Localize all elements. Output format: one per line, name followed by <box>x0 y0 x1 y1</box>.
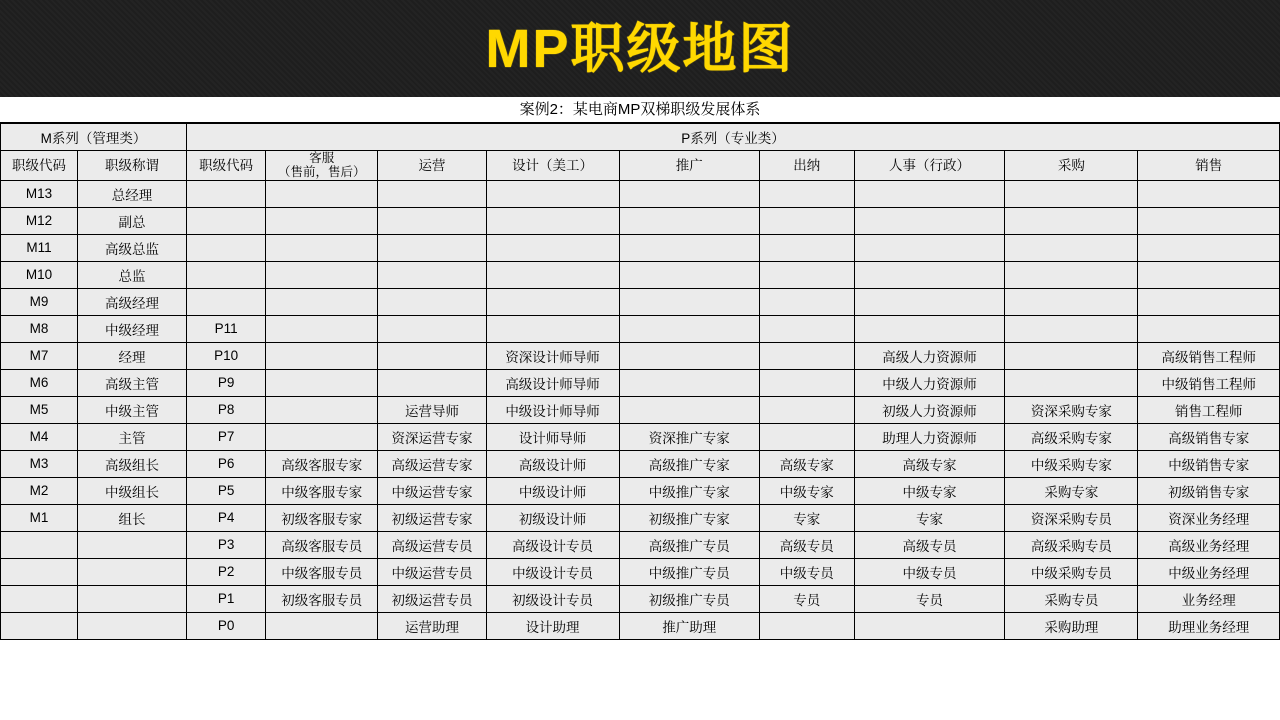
cell-sheji <box>486 180 619 207</box>
cell-m-code: M12 <box>1 207 78 234</box>
cell-caigou: 采购助理 <box>1005 612 1138 639</box>
cell-m-title: 经理 <box>77 342 186 369</box>
table-row <box>1 180 1280 207</box>
cell-chuna <box>759 612 854 639</box>
cell-renshi <box>854 612 1005 639</box>
header-tuiguang: 推广 <box>619 151 759 181</box>
cell-m-code <box>1 558 78 585</box>
header-renshi: 人事（行政） <box>854 151 1005 181</box>
cell-tuiguang <box>619 369 759 396</box>
cell-chuna: 中级专员 <box>759 558 854 585</box>
cell-yunying: 中级运营专员 <box>378 558 486 585</box>
cell-caigou <box>1005 288 1138 315</box>
cell-m-title <box>77 558 186 585</box>
cell-yunying: 初级运营专员 <box>378 585 486 612</box>
rank-map-table <box>0 123 1280 640</box>
cell-chuna: 专家 <box>759 504 854 531</box>
cell-p-code: P9 <box>187 369 266 396</box>
cell-sheji <box>486 234 619 261</box>
title-banner <box>0 0 1280 97</box>
cell-kefu <box>266 261 378 288</box>
cell-tuiguang <box>619 180 759 207</box>
cell-caigou <box>1005 261 1138 288</box>
cell-chuna <box>759 288 854 315</box>
cell-p-code: P6 <box>187 450 266 477</box>
cell-tuiguang <box>619 342 759 369</box>
cell-sheji: 高级设计师导师 <box>486 369 619 396</box>
cell-sheji: 中级设计师导师 <box>486 396 619 423</box>
cell-caigou: 采购专家 <box>1005 477 1138 504</box>
cell-caigou <box>1005 369 1138 396</box>
cell-tuiguang: 初级推广专家 <box>619 504 759 531</box>
cell-caigou <box>1005 234 1138 261</box>
column-header-row <box>1 151 1280 181</box>
cell-m-code: M10 <box>1 261 78 288</box>
table-row <box>1 342 1280 369</box>
cell-p-code: P0 <box>187 612 266 639</box>
cell-caigou: 中级采购专家 <box>1005 450 1138 477</box>
table-row <box>1 477 1280 504</box>
cell-xiaoshou <box>1138 234 1280 261</box>
cell-kefu: 初级客服专员 <box>266 585 378 612</box>
cell-m-code: M8 <box>1 315 78 342</box>
cell-m-code: M1 <box>1 504 78 531</box>
cell-renshi: 中级专员 <box>854 558 1005 585</box>
table-row <box>1 369 1280 396</box>
cell-caigou: 资深采购专员 <box>1005 504 1138 531</box>
cell-kefu <box>266 180 378 207</box>
cell-sheji: 资深设计师导师 <box>486 342 619 369</box>
table-row <box>1 207 1280 234</box>
cell-caigou <box>1005 342 1138 369</box>
cell-renshi: 高级专家 <box>854 450 1005 477</box>
cell-m-code <box>1 612 78 639</box>
table-row <box>1 315 1280 342</box>
cell-tuiguang: 中级推广专家 <box>619 477 759 504</box>
cell-m-title <box>77 585 186 612</box>
cell-caigou <box>1005 207 1138 234</box>
cell-m-title: 高级组长 <box>77 450 186 477</box>
cell-tuiguang: 高级推广专家 <box>619 450 759 477</box>
cell-caigou: 高级采购专员 <box>1005 531 1138 558</box>
cell-chuna <box>759 234 854 261</box>
table-row <box>1 288 1280 315</box>
table-row <box>1 396 1280 423</box>
cell-sheji: 高级设计专员 <box>486 531 619 558</box>
cell-p-code: P4 <box>187 504 266 531</box>
cell-yunying: 运营助理 <box>378 612 486 639</box>
cell-caigou <box>1005 315 1138 342</box>
cell-kefu <box>266 234 378 261</box>
header-m-title: 职级称谓 <box>77 151 186 181</box>
cell-m-code: M11 <box>1 234 78 261</box>
table-row <box>1 261 1280 288</box>
cell-kefu: 中级客服专家 <box>266 477 378 504</box>
cell-sheji: 初级设计专员 <box>486 585 619 612</box>
cell-m-code: M4 <box>1 423 78 450</box>
cell-xiaoshou <box>1138 261 1280 288</box>
cell-sheji: 设计助理 <box>486 612 619 639</box>
cell-chuna <box>759 261 854 288</box>
table-row <box>1 423 1280 450</box>
cell-yunying <box>378 180 486 207</box>
table-row <box>1 585 1280 612</box>
cell-m-code: M9 <box>1 288 78 315</box>
cell-yunying <box>378 207 486 234</box>
cell-chuna <box>759 180 854 207</box>
cell-m-title <box>77 612 186 639</box>
cell-m-title: 高级主管 <box>77 369 186 396</box>
cell-xiaoshou: 高级业务经理 <box>1138 531 1280 558</box>
cell-xiaoshou: 高级销售专家 <box>1138 423 1280 450</box>
header-xiaoshou: 销售 <box>1138 151 1280 181</box>
cell-renshi <box>854 234 1005 261</box>
cell-m-code: M3 <box>1 450 78 477</box>
cell-caigou: 高级采购专家 <box>1005 423 1138 450</box>
cell-xiaoshou <box>1138 288 1280 315</box>
p-series-band: P系列（专业类） <box>187 124 1280 151</box>
cell-tuiguang <box>619 396 759 423</box>
cell-kefu <box>266 612 378 639</box>
m-series-band: M系列（管理类） <box>1 124 187 151</box>
cell-tuiguang: 高级推广专员 <box>619 531 759 558</box>
cell-yunying <box>378 315 486 342</box>
cell-m-title: 中级经理 <box>77 315 186 342</box>
cell-p-code: P10 <box>187 342 266 369</box>
cell-kefu <box>266 396 378 423</box>
cell-chuna <box>759 396 854 423</box>
cell-m-title: 总经理 <box>77 180 186 207</box>
table-body <box>1 180 1280 639</box>
cell-yunying: 中级运营专家 <box>378 477 486 504</box>
cell-m-code: M5 <box>1 396 78 423</box>
cell-m-code: M7 <box>1 342 78 369</box>
cell-renshi <box>854 207 1005 234</box>
cell-tuiguang: 资深推广专家 <box>619 423 759 450</box>
table-row <box>1 450 1280 477</box>
cell-sheji <box>486 315 619 342</box>
cell-xiaoshou: 资深业务经理 <box>1138 504 1280 531</box>
cell-tuiguang: 推广助理 <box>619 612 759 639</box>
table-row <box>1 234 1280 261</box>
cell-chuna: 高级专员 <box>759 531 854 558</box>
cell-kefu <box>266 342 378 369</box>
cell-p-code: P2 <box>187 558 266 585</box>
cell-p-code <box>187 288 266 315</box>
cell-xiaoshou: 助理业务经理 <box>1138 612 1280 639</box>
cell-yunying <box>378 234 486 261</box>
header-chuna: 出纳 <box>759 151 854 181</box>
cell-renshi: 高级人力资源师 <box>854 342 1005 369</box>
cell-kefu <box>266 288 378 315</box>
cell-xiaoshou: 中级销售工程师 <box>1138 369 1280 396</box>
header-m-code: 职级代码 <box>1 151 78 181</box>
cell-p-code <box>187 207 266 234</box>
header-yunying: 运营 <box>378 151 486 181</box>
cell-caigou: 采购专员 <box>1005 585 1138 612</box>
cell-renshi: 专家 <box>854 504 1005 531</box>
cell-renshi: 高级专员 <box>854 531 1005 558</box>
cell-m-code: M2 <box>1 477 78 504</box>
header-p-code: 职级代码 <box>187 151 266 181</box>
cell-p-code: P1 <box>187 585 266 612</box>
cell-xiaoshou <box>1138 315 1280 342</box>
cell-renshi: 中级人力资源师 <box>854 369 1005 396</box>
cell-sheji: 中级设计师 <box>486 477 619 504</box>
cell-chuna: 高级专家 <box>759 450 854 477</box>
cell-xiaoshou <box>1138 180 1280 207</box>
cell-chuna: 中级专家 <box>759 477 854 504</box>
cell-renshi: 中级专家 <box>854 477 1005 504</box>
cell-xiaoshou <box>1138 207 1280 234</box>
series-band-row <box>1 124 1280 151</box>
table-row <box>1 612 1280 639</box>
cell-xiaoshou: 销售工程师 <box>1138 396 1280 423</box>
cell-kefu <box>266 369 378 396</box>
table-row <box>1 504 1280 531</box>
header-kefu <box>266 151 378 181</box>
header-caigou: 采购 <box>1005 151 1138 181</box>
cell-yunying <box>378 342 486 369</box>
cell-kefu: 初级客服专家 <box>266 504 378 531</box>
cell-sheji: 设计师导师 <box>486 423 619 450</box>
cell-renshi <box>854 180 1005 207</box>
slide-sheet <box>0 97 1280 720</box>
cell-m-title: 高级经理 <box>77 288 186 315</box>
cell-chuna <box>759 423 854 450</box>
cell-renshi <box>854 315 1005 342</box>
cell-kefu: 高级客服专员 <box>266 531 378 558</box>
cell-chuna <box>759 315 854 342</box>
cell-xiaoshou: 中级销售专家 <box>1138 450 1280 477</box>
cell-m-title: 高级总监 <box>77 234 186 261</box>
cell-sheji <box>486 207 619 234</box>
cell-xiaoshou: 初级销售专家 <box>1138 477 1280 504</box>
cell-tuiguang <box>619 207 759 234</box>
cell-sheji: 中级设计专员 <box>486 558 619 585</box>
cell-kefu: 高级客服专家 <box>266 450 378 477</box>
sheet-subtitle: 案例2：某电商MP双梯职级发展体系 <box>0 97 1280 123</box>
cell-renshi: 专员 <box>854 585 1005 612</box>
cell-caigou: 资深采购专家 <box>1005 396 1138 423</box>
cell-renshi: 助理人力资源师 <box>854 423 1005 450</box>
cell-tuiguang: 初级推广专员 <box>619 585 759 612</box>
cell-m-title: 主管 <box>77 423 186 450</box>
cell-kefu: 中级客服专员 <box>266 558 378 585</box>
cell-chuna <box>759 342 854 369</box>
cell-m-code: M6 <box>1 369 78 396</box>
cell-p-code: P8 <box>187 396 266 423</box>
cell-m-code <box>1 585 78 612</box>
header-kefu-line2: （售前，售后） <box>278 165 366 180</box>
cell-chuna: 专员 <box>759 585 854 612</box>
cell-m-code <box>1 531 78 558</box>
cell-caigou <box>1005 180 1138 207</box>
cell-yunying <box>378 369 486 396</box>
cell-m-title: 中级组长 <box>77 477 186 504</box>
cell-yunying: 初级运营专家 <box>378 504 486 531</box>
cell-p-code <box>187 180 266 207</box>
cell-tuiguang <box>619 315 759 342</box>
table-row <box>1 558 1280 585</box>
cell-yunying <box>378 261 486 288</box>
cell-p-code <box>187 234 266 261</box>
cell-tuiguang <box>619 234 759 261</box>
cell-sheji: 高级设计师 <box>486 450 619 477</box>
cell-chuna <box>759 369 854 396</box>
cell-m-title <box>77 531 186 558</box>
cell-yunying <box>378 288 486 315</box>
cell-yunying: 资深运营专家 <box>378 423 486 450</box>
cell-renshi <box>854 288 1005 315</box>
cell-kefu <box>266 315 378 342</box>
cell-renshi: 初级人力资源师 <box>854 396 1005 423</box>
cell-kefu <box>266 423 378 450</box>
cell-tuiguang <box>619 288 759 315</box>
cell-p-code: P3 <box>187 531 266 558</box>
cell-m-title: 总监 <box>77 261 186 288</box>
header-kefu-line1: 客服 <box>309 151 335 165</box>
cell-sheji: 初级设计师 <box>486 504 619 531</box>
cell-p-code <box>187 261 266 288</box>
cell-m-title: 副总 <box>77 207 186 234</box>
table-row <box>1 531 1280 558</box>
cell-xiaoshou: 业务经理 <box>1138 585 1280 612</box>
cell-p-code: P5 <box>187 477 266 504</box>
cell-renshi <box>854 261 1005 288</box>
cell-yunying: 高级运营专家 <box>378 450 486 477</box>
cell-caigou: 中级采购专员 <box>1005 558 1138 585</box>
cell-yunying: 高级运营专员 <box>378 531 486 558</box>
cell-xiaoshou: 高级销售工程师 <box>1138 342 1280 369</box>
cell-tuiguang: 中级推广专员 <box>619 558 759 585</box>
cell-p-code: P7 <box>187 423 266 450</box>
page-title: MP职级地图 <box>485 18 795 79</box>
header-sheji: 设计（美工） <box>486 151 619 181</box>
cell-yunying: 运营导师 <box>378 396 486 423</box>
cell-m-title: 组长 <box>77 504 186 531</box>
cell-m-title: 中级主管 <box>77 396 186 423</box>
cell-kefu <box>266 207 378 234</box>
cell-sheji <box>486 261 619 288</box>
cell-sheji <box>486 288 619 315</box>
cell-xiaoshou: 中级业务经理 <box>1138 558 1280 585</box>
cell-tuiguang <box>619 261 759 288</box>
cell-m-code: M13 <box>1 180 78 207</box>
cell-chuna <box>759 207 854 234</box>
cell-p-code: P11 <box>187 315 266 342</box>
